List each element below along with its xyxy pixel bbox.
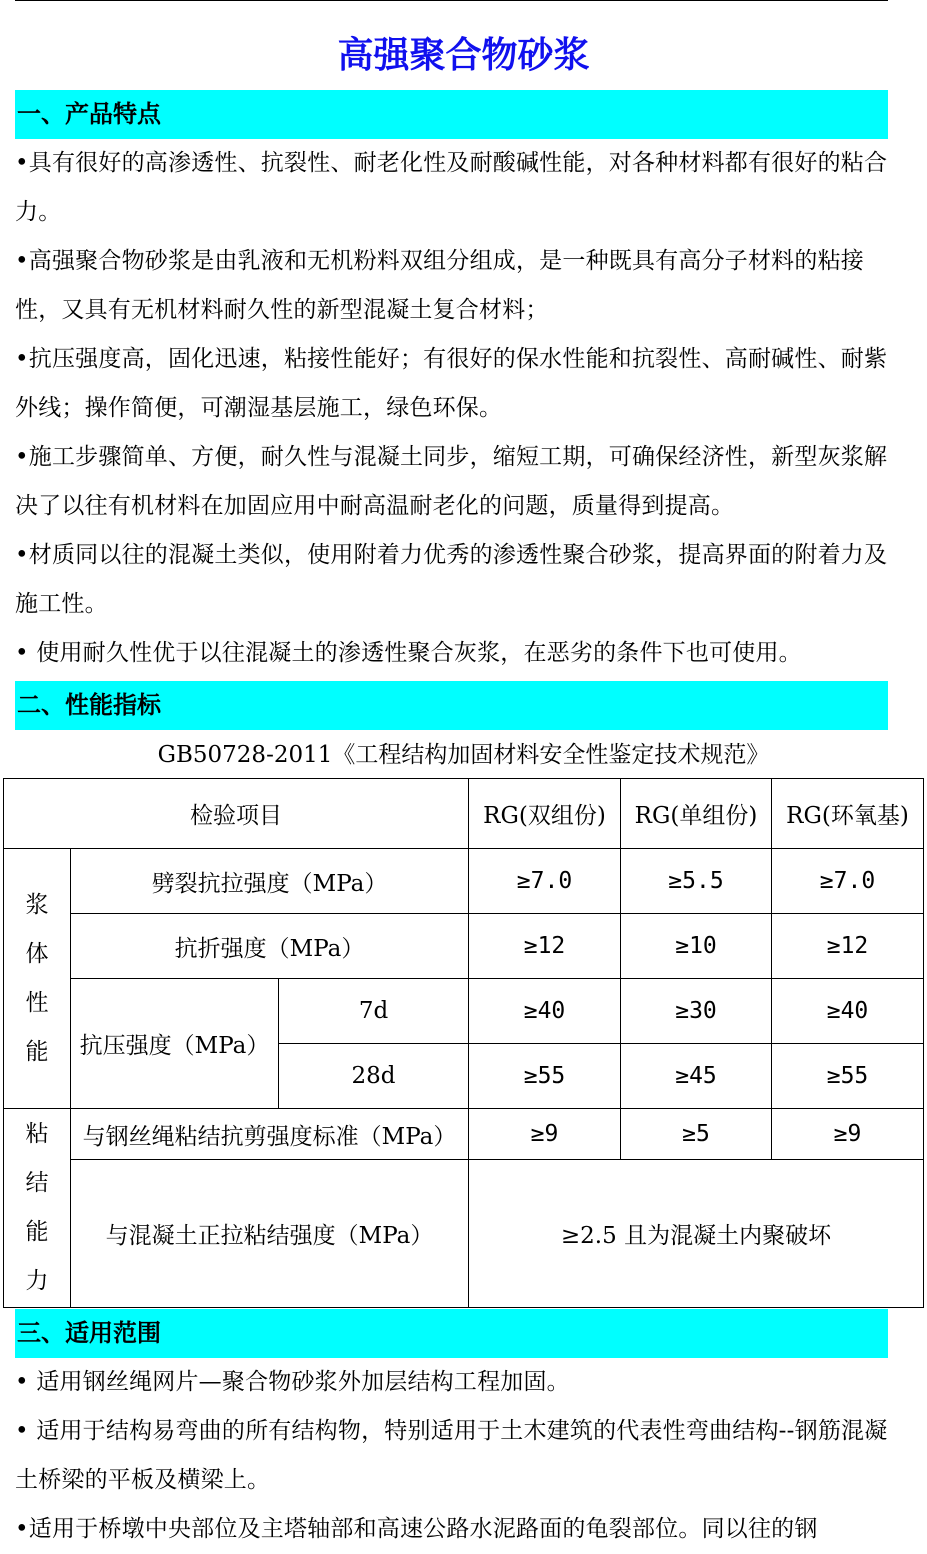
row-name-concrete-tensile-bond: 与混凝土正拉粘结强度（MPa）	[71, 1160, 469, 1308]
value-cell: ≥55	[469, 1044, 621, 1109]
header-single-component: RG(单组份)	[621, 779, 772, 849]
feature-paragraph: • 使用耐久性优于以往混凝土的渗透性聚合灰浆，在恶劣的条件下也可使用。	[15, 640, 802, 666]
value-cell: ≥10	[621, 914, 772, 979]
group-label-char: 能	[25, 1219, 49, 1245]
value-cell: ≥40	[772, 979, 924, 1044]
value-cell: ≥30	[621, 979, 772, 1044]
scope-paragraph: • 适用钢丝绳网片—聚合物砂浆外加层结构工程加固。	[15, 1369, 570, 1395]
table-row	[4, 914, 924, 979]
value-cell: ≥5.5	[621, 849, 772, 914]
value-cell: ≥12	[469, 914, 621, 979]
feature-paragraph: •材质同以往的混凝土类似，使用附着力优秀的渗透性聚合砂浆，提高界面的附着力及施工性。	[15, 542, 888, 617]
group-label-char: 能	[25, 1038, 49, 1065]
group-label-char: 性	[25, 989, 49, 1016]
group-label-slurry	[4, 849, 71, 1109]
table-row	[4, 1160, 924, 1308]
features-paragraphs	[15, 139, 895, 678]
row-name-splitting-tensile: 劈裂抗拉强度（MPa）	[71, 849, 469, 914]
value-cell: ≥7.0	[772, 849, 924, 914]
value-cell: ≥7.0	[469, 849, 621, 914]
value-cell: ≥9	[772, 1109, 924, 1160]
document-title: 高强聚合物砂浆	[337, 35, 590, 76]
value-cell: ≥40	[469, 979, 621, 1044]
group-label-char: 浆	[25, 891, 49, 918]
group-label-char: 粘	[25, 1121, 49, 1147]
top-rule	[15, 0, 888, 1]
value-cell: ≥9	[469, 1109, 621, 1160]
header-double-component: RG(双组份)	[469, 779, 621, 849]
scope-paragraph: •适用于桥墩中央部位及主塔轴部和高速公路水泥路面的龟裂部位。同以往的钢	[15, 1516, 818, 1542]
group-label-char: 体	[25, 940, 49, 967]
section-heading-performance: 二、性能指标	[15, 681, 888, 730]
value-cell: ≥45	[621, 1044, 772, 1109]
group-label-char: 力	[25, 1268, 49, 1294]
performance-table	[3, 778, 924, 1308]
section-heading-scope: 三、适用范围	[15, 1309, 888, 1358]
table-header-row	[4, 779, 924, 849]
scope-paragraph: • 适用于结构易弯曲的所有结构物，特别适用于土木建筑的代表性弯曲结构--钢筋混凝土桥梁的平板及横梁上。	[15, 1418, 888, 1493]
row-name-compressive: 抗压强度（MPa）	[71, 979, 279, 1109]
header-item-cell: 检验项目	[4, 779, 469, 849]
merged-value-cell: ≥2.5 且为混凝土内聚破坏	[469, 1160, 924, 1308]
value-cell: ≥12	[772, 914, 924, 979]
feature-paragraph: •高强聚合物砂浆是由乳液和无机粉料双组分组成，是一种既具有高分子材料的粘接性，又具有无机材料耐久性的新型混凝土复合材料；	[15, 248, 864, 323]
feature-paragraph: •施工步骤简单、方便，耐久性与混凝土同步，缩短工期，可确保经济性，新型灰浆解决了以往有机材料在加固应用中耐高温耐老化的问题，质量得到提高。	[15, 444, 888, 519]
scope-paragraphs	[15, 1358, 895, 1554]
table-row	[4, 1109, 924, 1160]
age-cell: 7d	[279, 979, 469, 1044]
value-cell: ≥5	[621, 1109, 772, 1160]
row-name-flexural: 抗折强度（MPa）	[71, 914, 469, 979]
age-cell: 28d	[279, 1044, 469, 1109]
table-row	[4, 979, 924, 1044]
table-row	[4, 849, 924, 914]
value-cell: ≥55	[772, 1044, 924, 1109]
section-heading-features: 一、产品特点	[15, 90, 888, 139]
feature-paragraph: •具有很好的高渗透性、抗裂性、耐老化性及耐酸碱性能，对各种材料都有很好的粘合力。	[15, 150, 888, 225]
header-epoxy-based: RG(环氧基)	[772, 779, 924, 849]
group-label-bonding	[4, 1109, 71, 1308]
group-label-char: 结	[25, 1170, 49, 1196]
standard-caption: GB50728-2011《工程结构加固材料安全性鉴定技术规范》	[157, 742, 770, 768]
feature-paragraph: •抗压强度高，固化迅速，粘接性能好；有很好的保水性能和抗裂性、高耐碱性、耐紫外线；操作简便，可潮湿基层施工，绿色环保。	[15, 346, 888, 421]
row-name-wire-rope-shear: 与钢丝绳粘结抗剪强度标准（MPa）	[71, 1109, 469, 1160]
